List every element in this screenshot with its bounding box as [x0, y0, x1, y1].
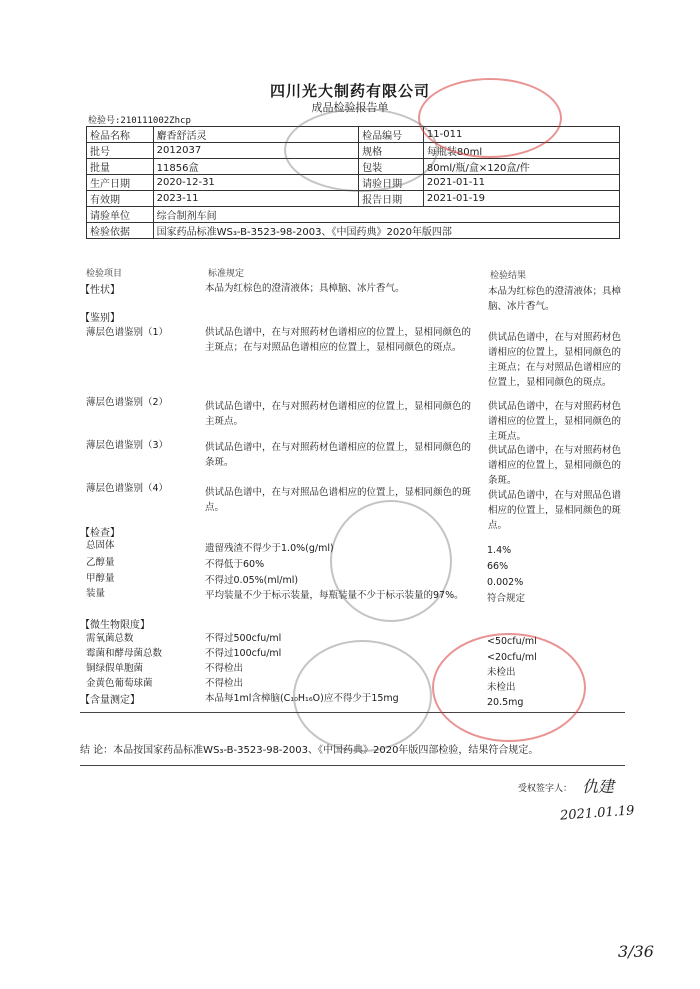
label-requesting-unit: 请验单位 — [87, 207, 154, 223]
label-basis: 检验依据 — [87, 223, 154, 239]
company-name: 四川光大制药有限公司 — [269, 82, 430, 100]
jiancha-result: 0.002% — [487, 577, 524, 588]
label-report-date: 报告日期 — [359, 191, 424, 207]
value-requesting-unit: 综合制剂车间 — [153, 207, 619, 223]
hanliang-standard: 本品每1ml含樟脑(C₁₀H₁₆O)应不得少于15mg — [205, 693, 399, 704]
weishengwu-item: 需氧菌总数 — [86, 633, 134, 644]
value-batch-no: 2012037 — [153, 143, 358, 159]
hanliang-result: 20.5mg — [487, 697, 524, 708]
column-header-result: 检验结果 — [490, 271, 527, 281]
label-request-date: 请验日期 — [359, 175, 424, 191]
jianbie-result: 供试品色谱中，在与对照药材色谱相应的位置上，显相同颜色的条斑。 — [488, 445, 622, 486]
jiancha-item: 装量 — [86, 588, 106, 599]
jiancha-item: 乙醇量 — [86, 557, 115, 568]
jiancha-item: 总固体 — [86, 540, 115, 551]
weishengwu-result: 未检出 — [487, 682, 516, 693]
label-spec: 规格 — [359, 143, 424, 159]
jianbie-item: 薄层色谱鉴别（1） — [86, 327, 169, 338]
weishengwu-item: 霉菌和酵母菌总数 — [86, 648, 163, 659]
jianbie-standard: 供试品色谱中，在与对照药材色谱相应的位置上，显相同颜色的条斑。 — [205, 442, 472, 468]
table-row — [87, 191, 620, 207]
jiancha-result: 1.4% — [487, 545, 512, 556]
jiancha-standard: 不得低于60% — [205, 559, 265, 570]
value-report-date: 2021-01-19 — [423, 191, 619, 207]
jiancha-item: 甲醇量 — [86, 573, 115, 584]
jiancha-standard: 遗留残渣不得少于1.0%(g/ml) — [205, 543, 334, 554]
table-row — [87, 207, 620, 223]
label-batch-no: 批号 — [87, 143, 154, 159]
weishengwu-standard: 不得检出 — [205, 678, 244, 689]
weishengwu-standard: 不得过500cfu/ml — [205, 633, 282, 644]
signature: 仇建 — [582, 777, 615, 796]
jianbie-standard: 供试品色谱中，在与对照品色谱相应的位置上，显相同颜色的斑点。 — [205, 487, 472, 513]
value-basis: 国家药品标准WS₃-B-3523-98-2003、《中国药典》2020年版四部 — [153, 223, 619, 239]
jiancha-standard: 不得过0.05%(ml/ml) — [205, 575, 299, 586]
weishengwu-standard: 不得过100cfu/ml — [205, 648, 282, 659]
section-xingzhuang: 【性状】 — [80, 285, 120, 296]
weishengwu-item: 铜绿假单胞菌 — [86, 663, 144, 674]
value-sample-no: 11-011 — [423, 127, 619, 143]
seal-stamp — [284, 108, 438, 192]
value-product-name: 麝香舒活灵 — [153, 127, 358, 143]
sign-date: 2021.01.19 — [559, 803, 635, 824]
jianbie-result: 供试品色谱中，在与对照药材色谱相应的位置上，显相同颜色的主斑点；在与对照品色谱相应的位置上，显相同颜色的斑点。 — [488, 332, 622, 388]
jianbie-item: 薄层色谱鉴别（2） — [86, 397, 169, 408]
seal-stamp — [432, 633, 586, 742]
jiancha-result: 符合规定 — [487, 593, 526, 604]
report-number: 检验号:210111002Zhcp — [88, 116, 191, 126]
value-request-date: 2021-01-11 — [423, 175, 619, 191]
section-jiancha: 【检查】 — [80, 528, 120, 539]
seal-stamp — [418, 78, 562, 158]
column-header-item: 检验项目 — [86, 269, 123, 279]
jianbie-result: 供试品色谱中，在与对照品色谱相应的位置上，显相同颜色的斑点。 — [488, 490, 622, 531]
weishengwu-result: 未检出 — [487, 667, 516, 678]
label-packaging: 包装 — [359, 159, 424, 175]
weishengwu-item: 金黄色葡萄球菌 — [86, 678, 153, 689]
divider — [80, 765, 625, 766]
jianbie-item: 薄层色谱鉴别（3） — [86, 440, 169, 451]
weishengwu-standard: 不得检出 — [205, 663, 244, 674]
jianbie-standard: 供试品色谱中，在与对照药材色谱相应的位置上，显相同颜色的主斑点；在与对照品色谱相应的位置上，显相同颜色的斑点。 — [205, 327, 472, 353]
jianbie-standard: 供试品色谱中，在与对照药材色谱相应的位置上，显相同颜色的主斑点。 — [205, 401, 472, 427]
jianbie-item: 薄层色谱鉴别（4） — [86, 483, 169, 494]
seal-stamp — [330, 500, 452, 622]
label-sample-no: 检品编号 — [359, 127, 424, 143]
value-packaging: 80ml/瓶/盒×120盒/件 — [423, 159, 619, 175]
column-header-standard: 标准规定 — [208, 269, 245, 279]
weishengwu-result: <50cfu/ml — [487, 636, 537, 647]
jiancha-result: 66% — [487, 561, 509, 572]
xingzhuang-standard: 本品为红棕色的澄清液体；具樟脑、冰片香气。 — [205, 283, 405, 294]
label-production-date: 生产日期 — [87, 175, 154, 191]
value-spec: 每瓶装80ml — [423, 143, 619, 159]
signer-label: 受权签字人： — [518, 784, 573, 794]
label-product-name: 检品名称 — [87, 127, 154, 143]
section-hanliang: 【含量测定】 — [80, 695, 140, 706]
weishengwu-result: <20cfu/ml — [487, 652, 537, 663]
section-jianbie: 【鉴别】 — [80, 313, 120, 324]
label-expiry: 有效期 — [87, 191, 154, 207]
section-weishengwu: 【微生物限度】 — [80, 620, 150, 631]
jiancha-standard: 平均装量不少于标示装量，每瓶装量不少于标示装量的97%。 — [205, 590, 464, 601]
report-title: 成品检验报告单 — [311, 101, 389, 114]
value-expiry: 2023-11 — [153, 191, 358, 207]
conclusion: 结 论：本品按国家药品标准WS₃-B-3523-98-2003、《中国药典》2020年版四部检验，结果符合规定。 — [80, 745, 539, 756]
value-production-date: 2020-12-31 — [153, 175, 358, 191]
xingzhuang-result: 本品为红棕色的澄清液体；具樟脑、冰片香气。 — [488, 286, 622, 312]
jianbie-result: 供试品色谱中，在与对照药材色谱相应的位置上，显相同颜色的主斑点。 — [488, 401, 622, 442]
value-batch-size: 11856盒 — [153, 159, 358, 175]
seal-stamp — [293, 640, 432, 752]
page-number: 3/36 — [618, 942, 654, 961]
label-batch-size: 批量 — [87, 159, 154, 175]
table-row — [87, 223, 620, 239]
